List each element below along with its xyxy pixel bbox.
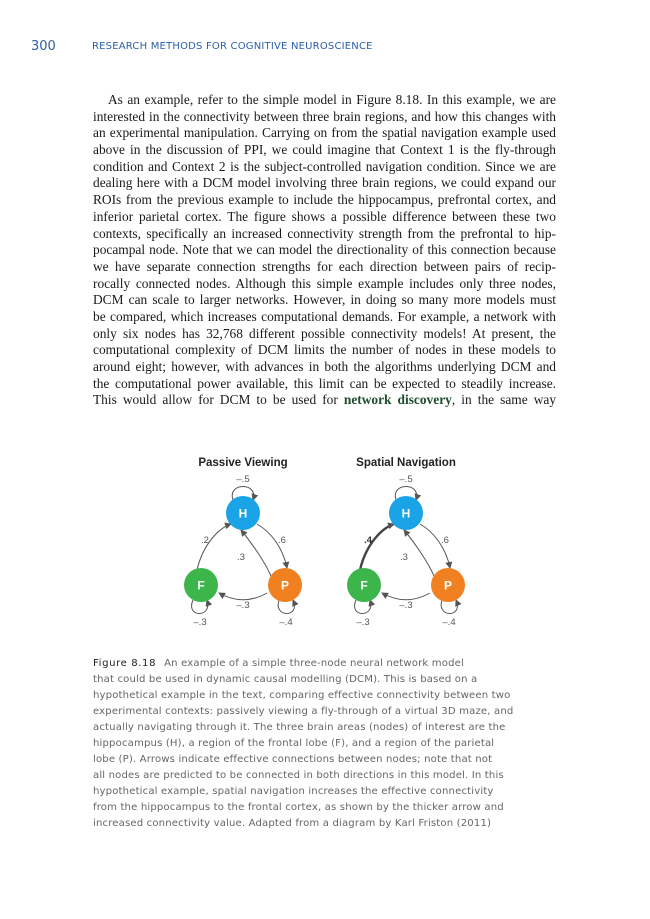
caption-line: from the hippocampus to the frontal cortex, as shown by the thicker arrow and [93,802,504,813]
figure-label: Figure 8.18 [93,658,157,669]
body-line-last [93,392,556,409]
node-label: P [280,578,290,593]
weight-label: .6 [278,535,286,546]
caption-line: increased connectivity value. Adapted from a diagram by Karl Friston (2011) [93,818,492,829]
node-label: F [197,578,205,593]
weight-label: –.3 [399,600,413,611]
edge-f-to-h-thick [360,524,394,570]
body-line: dealing here with a DCM model involving three brain regions, we could expand our [93,175,556,191]
body-line: pocampal node. Note that we can model the directionality of this connection because [93,242,556,258]
weight-label: .4 [364,535,372,546]
edge-p-to-f [219,593,267,600]
edge-h-to-p [420,524,450,568]
edge-h-to-p [257,524,287,568]
body-text-segment: , in the same way [451,392,557,408]
body-line: we have separate connection strengths for each direction between pairs of recip- [93,258,556,274]
weight-label: .2 [201,535,209,546]
weight-label: –.3 [356,617,370,628]
edge-f-to-h [197,524,231,570]
figure-8-18 [175,452,475,632]
body-line: DCM can scale to larger networks. However, in doing so many more models must [93,292,556,308]
edge-p-self [278,600,294,614]
weight-label: –.3 [193,617,207,628]
edge-f-self [192,600,208,614]
caption-line [93,656,553,672]
body-line: the computational power available, this limit can be expected to steadily increase. [93,375,556,391]
network-diagram [175,452,475,632]
body-line: only six nodes has 32,768 different possible connectivity models! At present, the [93,325,556,341]
weight-label: .6 [441,535,449,546]
body-line: inferior parietal cortex. The figure shows a possible difference between these two [93,208,556,224]
panel-title: Spatial Navigation [356,457,456,469]
caption-line: hypothetical example, spatial navigation increases the effective connectivity [93,786,494,797]
node-label: H [238,506,248,521]
weight-label: –.5 [399,474,413,485]
weight-label: –.3 [236,600,250,611]
body-line: As an example, refer to the simple model in Figure 8.18. In this example, we are [108,92,556,107]
edge-p-to-f [382,593,430,600]
caption-line: hippocampus (H), a region of the frontal lobe (F), and a region of the parietal [93,738,495,749]
weight-label: .3 [237,552,245,563]
body-line: contexts, specifically an increased connectivity strength from the prefrontal to hip- [93,225,556,241]
panel-spatial-navigation [347,457,465,628]
panel-title: Passive Viewing [198,457,288,469]
caption-line: lobe (P). Arrows indicate effective connections between nodes; note that not [93,754,493,765]
weight-label: –.5 [236,474,250,485]
page-number: 300 [31,39,56,54]
weight-label: .3 [400,552,408,563]
page-header [31,39,620,55]
body-line: above in the discussion of PPI, we could imagine that Context 1 is the fly-through [93,142,556,158]
edge-p-self [441,600,457,614]
edge-p-to-h [241,530,271,576]
body-line: be compared, which increases computational demands. For example, a network with [93,308,556,324]
body-line: condition and Context 2 is the subject-controlled navigation condition. Since we are [93,158,556,174]
body-text-segment: This would allow for DCM to be used for [93,392,344,408]
body-line: around eight; however, with advances in both the algorithms underlying DCM and [93,359,556,374]
weight-label: –.4 [442,617,456,628]
node-label: P [443,578,453,593]
weight-label: –.4 [279,617,293,628]
edge-f-self [355,600,371,614]
caption-line: all nodes are predicted to be connected in both directions in this model. In this [93,770,504,781]
body-paragraph [93,92,556,409]
caption-line: experimental contexts: passively viewing a fly-through of a virtual 3D maze, and [93,706,514,717]
body-line: computational complexity of DCM limits the number of nodes in these models to [93,342,556,358]
body-line: rocally connected nodes. Although this simple example includes only three nodes, [93,275,556,291]
body-line: interested in the connectivity between three brain regions, and how this changes with [93,108,556,124]
figure-caption [93,656,553,832]
caption-text: An example of a simple three-node neural network model [164,658,464,669]
running-head: RESEARCH METHODS FOR COGNITIVE NEUROSCIENCE [92,41,373,52]
caption-line: hypothetical example in the text, comparing effective connectivity between two [93,690,511,701]
caption-line: that could be used in dynamic causal modelling (DCM). This is based on a [93,674,478,685]
node-label: F [360,578,368,593]
body-line: ROIs from the previous example to include the hippocampus, prefrontal cortex, and [93,192,556,208]
caption-line: actually navigating through it. The three brain areas (nodes) of interest are the [93,722,506,733]
panel-passive-viewing [184,457,302,628]
edge-p-to-h [404,530,434,576]
node-label: H [401,506,411,521]
body-line: an experimental manipulation. Carrying on from the spatial navigation example used [93,125,556,141]
key-term-network-discovery: network discovery [343,392,452,408]
